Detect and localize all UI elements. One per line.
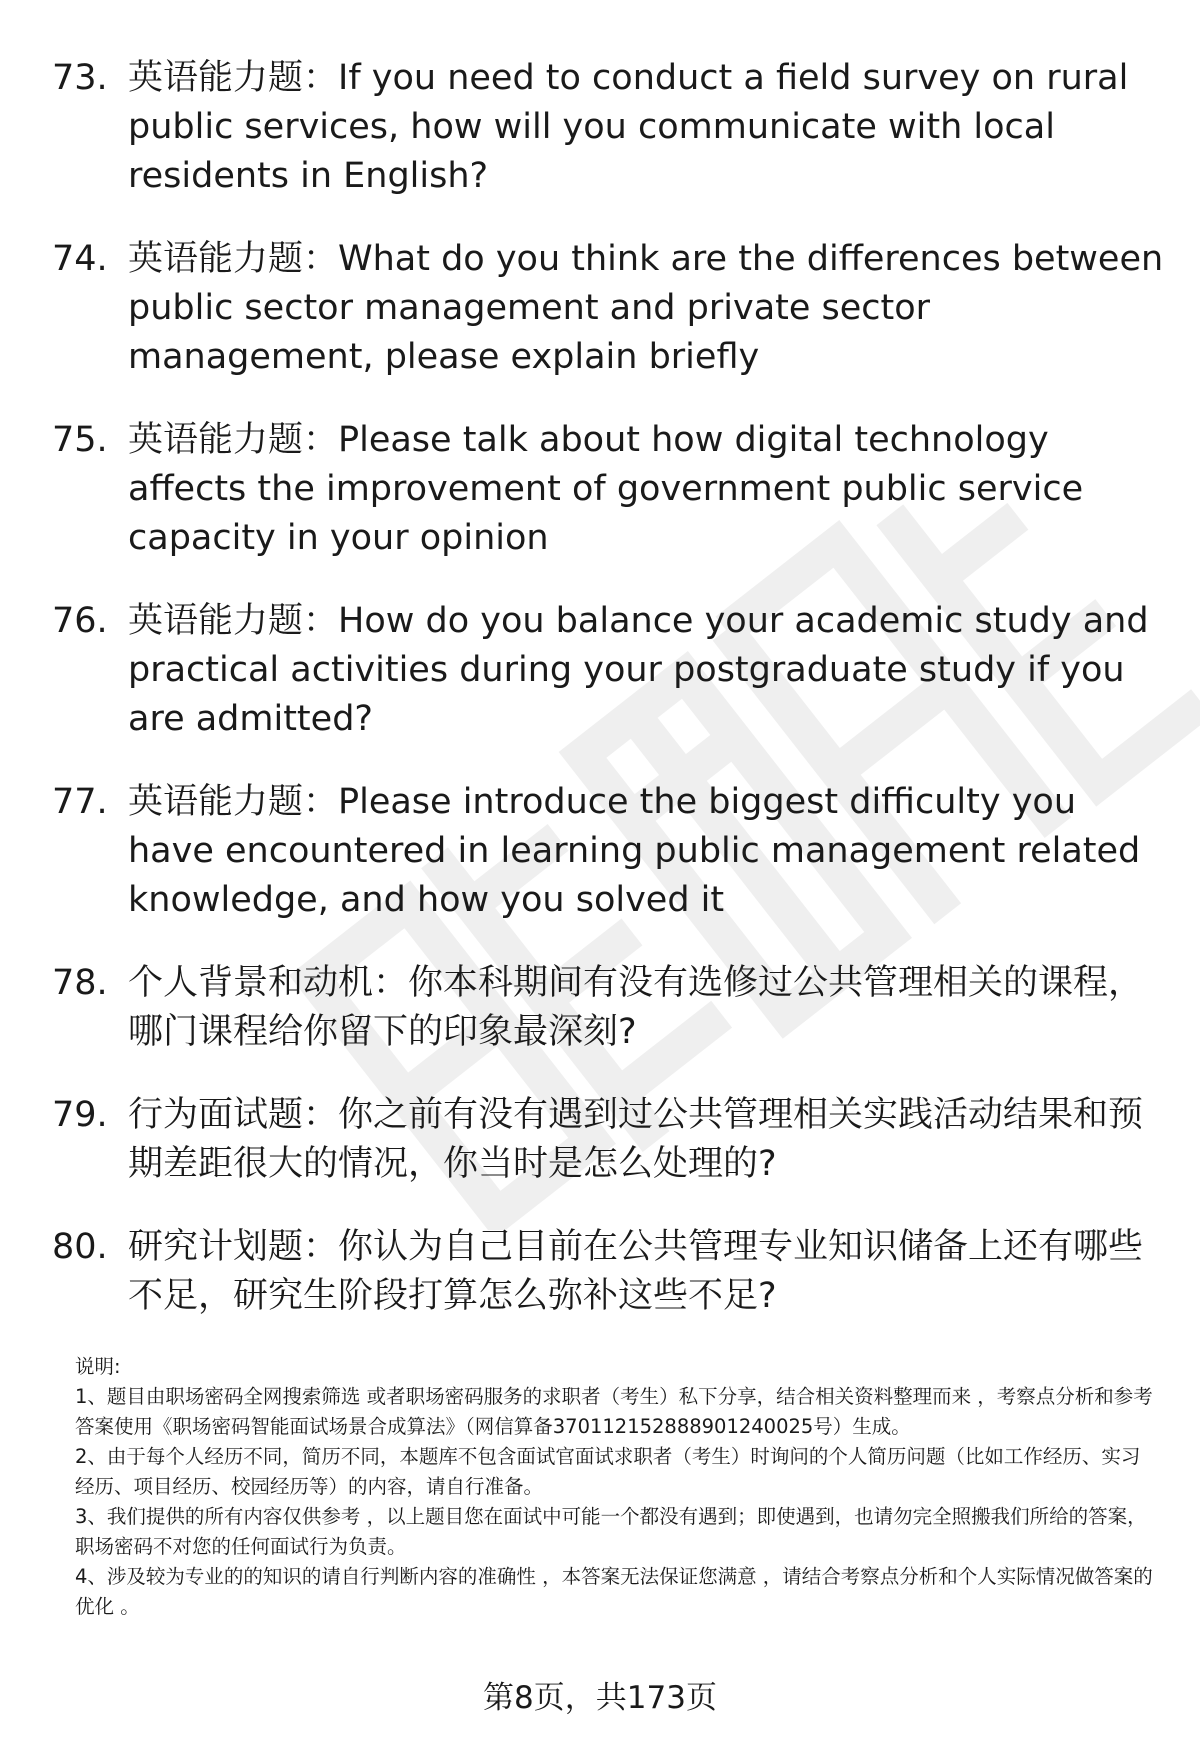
disclaimer-notes [75, 1352, 1155, 1622]
question-text: 研究计划题：你认为自己目前在公共管理专业知识储备上还有哪些不足，研究生阶段打算怎么弥补这些不足? [128, 1227, 1144, 1316]
notes-item: 2、由于每个人经历不同，简历不同，本题库不包含面试官面试求职者（考生）时询问的个人简历问题（比如工作经历、实习经历、项目经历、校园经历等）的内容，请自行准备。 [75, 1445, 1141, 1498]
question-text: 英语能力题：What do you think are the differences between public sector management and private sector management, please explain briefly [128, 239, 1164, 377]
question-item [0, 1223, 1200, 1321]
question-number: 74. [52, 239, 108, 279]
question-number: 73. [52, 58, 108, 98]
question-number: 76. [52, 601, 108, 641]
question-item [0, 235, 1200, 382]
question-number: 75. [52, 420, 108, 460]
question-item [0, 54, 1200, 201]
question-item [0, 1091, 1200, 1189]
question-number: 77. [52, 782, 108, 822]
notes-heading: 说明: [75, 1355, 121, 1378]
question-number: 78. [52, 963, 108, 1003]
question-text: 行为面试题：你之前有没有遇到过公共管理相关实践活动结果和预期差距很大的情况，你当时是怎么处理的? [128, 1095, 1144, 1184]
question-item [0, 778, 1200, 925]
question-text: 英语能力题：If you need to conduct a field survey on rural public services, how will you communicate with local residents in English? [128, 58, 1129, 196]
notes-item: 4、涉及较为专业的的知识的请自行判断内容的准确性 ，本答案无法保证您满意 ，请结合考察点分析和个人实际情况做答案的优化 。 [75, 1565, 1153, 1618]
question-list [0, 54, 1200, 1355]
notes-item: 1、题目由职场密码全网搜索筛选 或者职场密码服务的求职者（考生）私下分享，结合相关资料整理而来 ，考察点分析和参考答案使用《职场密码智能面试场景合成算法》（网信算备370112152888901240025号）生成。 [75, 1385, 1153, 1438]
question-number: 79. [52, 1095, 108, 1135]
page-number-footer: 第8页，共173页 [483, 1680, 717, 1716]
question-item [0, 959, 1200, 1057]
question-text: 英语能力题：How do you balance your academic study and practical activities during your postgraduate study if you are admitted? [128, 601, 1149, 739]
notes-item: 3、我们提供的所有内容仅供参考 ，以上题目您在面试中可能一个都没有遇到；即使遇到，也请勿完全照搬我们所给的答案，职场密码不对您的任何面试行为负责。 [75, 1505, 1147, 1558]
question-text: 英语能力题：Please introduce the biggest difficulty you have encountered in learning public management related knowledge, and how you solved it [128, 782, 1141, 920]
question-number: 80. [52, 1227, 108, 1267]
question-text: 英语能力题：Please talk about how digital technology affects the improvement of government public service capacity in your opinion [128, 420, 1084, 558]
question-item [0, 416, 1200, 563]
question-item [0, 597, 1200, 744]
question-text: 个人背景和动机：你本科期间有没有选修过公共管理相关的课程，哪门课程给你留下的印象最深刻? [128, 963, 1144, 1052]
